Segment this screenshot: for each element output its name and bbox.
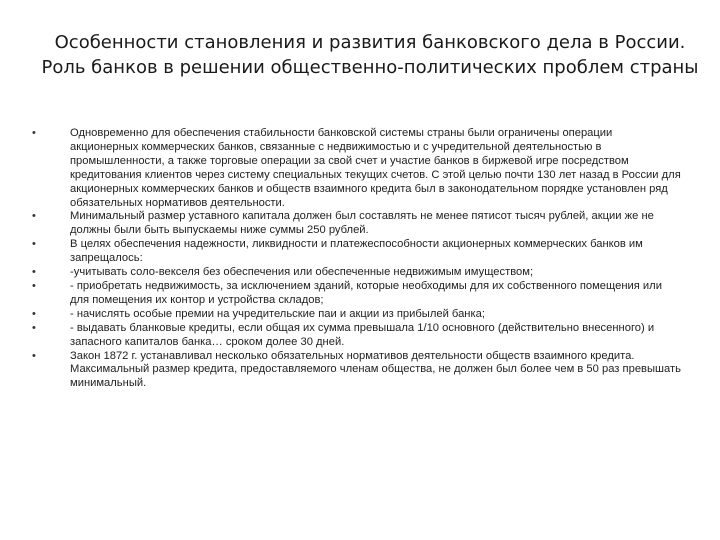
bullet-text: - начислять особые премии на учредительские паи и акции из прибылей банка; (70, 307, 485, 320)
bullet-text: -учитывать соло-векселя без обеспечения или обеспеченные недвижимым имуществом; (70, 266, 534, 279)
list-item (32, 308, 682, 322)
bullet-text: - выдавать бланковые кредиты, если общая их сумма превышала 1/10 основного (действительно внесенного) и запасного капиталов банка… сроком долее 30 дней. (70, 321, 655, 348)
list-item (32, 280, 682, 308)
bullet-icon: • (32, 238, 36, 251)
bullet-text: Одновременно для обеспечения стабильности банковской системы страны были ограничены операции акционерных коммерческих банков, связанные с недвижимостью и с учредительной деятельностью в промышленности, а также торговые операции за свой счет и участие банков в биржевой игре посредством кредитования клиентов через систему специальных текущих счетов. С этой целью почти 130 лет назад в России для акционерных коммерческих банков и обществ взаимного кредита был в законодательном порядке установлен ряд обязательных нормативов деятельности. (70, 127, 681, 209)
list-item (32, 350, 682, 392)
bullet-text: В целях обеспечения надежности, ликвидности и платежеспособности акционерных коммерческих банков им запрещалось: (70, 238, 643, 265)
bullet-icon: • (32, 127, 36, 139)
bullet-list (32, 127, 682, 391)
bullet-icon: • (32, 307, 36, 320)
list-item (32, 266, 682, 280)
list-item (32, 322, 682, 350)
bullet-text: Минимальный размер уставного капитала должен был составлять не менее пятисот тысяч рублей, акции же не должны были быть выпускаемы ниже суммы 250 рублей. (70, 210, 654, 237)
slide-title: Особенности становления и развития банковского дела в России. Роль банков в решении общественно-политических проблем страны (41, 32, 699, 78)
bullet-text: - приобретать недвижимость, за исключением зданий, которые необходимы для их собственного помещения или для помещения их контор и устройства складов; (70, 279, 662, 306)
bullet-icon: • (32, 210, 36, 223)
list-item (32, 238, 682, 266)
bullet-text: Закон 1872 г. устанавливал несколько обязательных нормативов деятельности обществ взаимного кредита. Максимальный размер кредита, предоставляемого членам общества, не должен был более чем в 50 раз превышать минимальный. (70, 349, 681, 390)
bullet-icon: • (32, 349, 36, 362)
list-item (32, 127, 682, 210)
bullet-icon: • (32, 266, 36, 279)
list-item (32, 210, 682, 238)
bullet-icon: • (32, 321, 36, 334)
bullet-icon: • (32, 279, 36, 292)
